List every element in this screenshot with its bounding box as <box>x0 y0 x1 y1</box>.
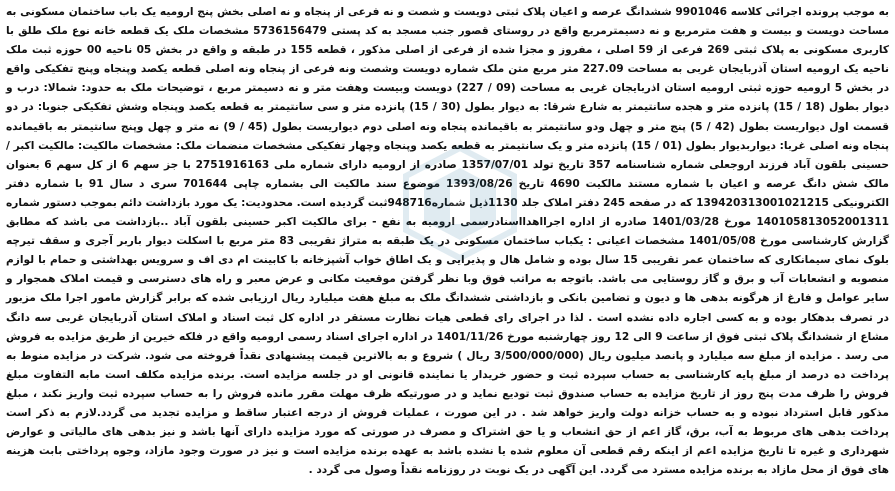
auction-notice-text: به موجب پرونده اجرائی کلاسه 9901046 ششدانگ عرصه و اعیان پلاک ثبتی دویست و شصت و نه فرعی از پنجاه و نه اصلی بخش پنج ارومیه یک باب ساختمان مسکونی به مساحت دویست و بیست و هفت مترمربع و نه دسیمترمربع واقع در روستای قصور جنب مسجد به کد پستی 5736156479 مشخصات ملک یک قطعه خانه نوع ملک طلق با کاربری مسکونی به پلاک ثبتی 269 فرعی از 59 اصلی ، مفروز و مجزا شده از فرعی از اصلی مذکور ، قطعه 155 در طبقه و واقع در بخش 05 ناحیه 00 حوزه ثبت ملک ناحیه یک ارومیه استان آذربایجان غربی به مساحت 227.09 متر مربع متن ملک شماره دویست وشصت ونه فرعی از پنجاه ونه اصلی قطعه یکصد وپنجاه وپنج تفکیکی واقع در بخش 5 ارومیه حوزه ثبتی ارومیه استان اذربایجان غربی به مساحت (09 / 227) دویست وبیست وهفت متر و نه دسیمتر مربع ، توضیحات ملک به حدود: شمالا: درب و دیوار بطول (18 / 15) پانزده متر و هجده سانتیمتر به شارع شرقا: به دیوار بطول (30 / 15) پانزده متر و سی سانتیمتر به قطعه یکصد وپنجاه وشش تفکیکی جنوبا: در دو قسمت اول دیواریست بطول (42 / 5) پنج متر و چهل ودو سانتیمتر به باقیمانده پنجاه ونه اصلی دوم دیواریست بطول (45 / 9) نه متر و چهل وپنج سانتیمتر به باقیمانده پنجاه ونه اصلی غربا: دیواربدیوار بطول (01 / 15) پانزده متر و یک سانتیمتر به قطعه یکصد وپنجاه وچهار تفکیکی مشخصات منضمات ملک: مشخصات مالکیت: مالکیت اکبر / حسینی بلقون آباد فرزند اروجعلی شماره شناسنامه 357 تاریخ تولد 1357/07/01 صادره از ارومیه دارای شماره ملی 2751916163 با جز سهم 6 از کل سهم 6 بعنوان مالک شش دانگ عرصه و اعیان با شماره مستند مالکیت 4690 تاریخ 1393/08/26 موضوع سند مالکیت الی بشماره چاپی 701644 سری د سال 91 با شماره دفتر الکترونیکی 139420313001021215 که در صفحه 245 دفتر املاک جلد 1130ذیل شماره948716ثبت گردیده است. محدودیت: یک مورد بازداشت دائم بموجب دستور شماره 140105813052001311 مورخ 1401/03/28 صادره از اداره اجرااهدااسنادرسمی ارومیه به نفع - برای مالکیت اکبر حسینی بلقون آباد ..بازداشت می باشد که مطابق گزارش کارشناسی مورخ 1401/05/08 مشخصات اعیانی : یکباب ساختمان مسکونی در یک طبقه به متراژ تقریبی 83 متر مربع با اسکلت دیوار باربر آجری و سقف تیرچه بلوک نمای سیمانکاری که ساختمان عمر تقریبی 15 سال بوده و شامل هال و پذیرایی و یک اطاق خواب آشپزخانه با کابینت ام دی اف و سرویس بهداشتی و حمام با لوازم منصوبه و انشعابات آب و برق و گاز روستایی می باشد. باتوجه به مراتب فوق وبا نظر گرفتن موقعیت مکانی و عرض معبر و راه های دسترسی و قیمت املاک همجوار و سایر عوامل و فارغ از هرگونه بدهی ها و دیون و تضامین بانکی و بازداشتی ششدانگ ملک به مبلغ هفت میلیارد ریال ارزیابی شده که برابر گزارش مامور اجرا ملک مزبور در تصرف بدهکار بوده و به کسی اجاره داده نشده است . لذا در اجرای رای قطعی هیات نظارت مستقر در اداره کل ثبت اسناد و املاک استان آذربایجان غربی سه دانگ مشاع از ششدانگ پلاک ثبتی فوق از ساعت 9 الی 12 روز چهارشنبه مورخ 1401/11/26 در اداره اجرای اسناد رسمی ارومیه واقع در فلکه خیرین از طریق مزایده به فروش می رسد . مزایده از مبلغ سه میلیارد و پانصد میلیون ریال (3/500/000/000 ریال ) شروع و به بالاترین قیمت پیشنهادی نقداً فروخته می شود. شرکت در مزایده منوط به پرداخت ده درصد از مبلغ پایه کارشناسی به حساب سپرده ثبت و حضور خریدار یا نماینده قانونی او در جلسه مزایده است. برنده مزایده مکلف است مابه التفاوت مبلغ فروش را ظرف مدت پنج روز از تاریخ مزایده به حساب صندوق ثبت تودیع نماید و در صورتیکه ظرف مهلت مقرر مانده فروش را به حساب سپرده ثبت واریز نکند ، مبلغ مذکور قابل استرداد نبوده و به حساب خزانه دولت واریز خواهد شد . در این صورت ، عملیات فروش از درجه اعتبار ساقط و مزایده تجدید می گردد.لازم به ذکر است پرداخت بدهی های مربوط به آب، برق، گاز اعم از حق انشعاب و یا حق اشتراک و مصرف در صورتی که مورد مزایده دارای آنها باشد و نیز بدهی های مالیاتی و عوارض شهرداری و غیره تا تاریخ مزایده اعم از اینکه رقم قطعی آن معلوم شده یا نشده باشد به عهده برنده مزایده است و نیز در صورت وجود مازاد، وجوه پرداختی بابت هزینه های فوق از محل مازاد به برنده مزایده مسترد می گردد. این آگهی در یک نوبت در روزنامه نقداً وصول می گردد . <box>6 6 890 477</box>
